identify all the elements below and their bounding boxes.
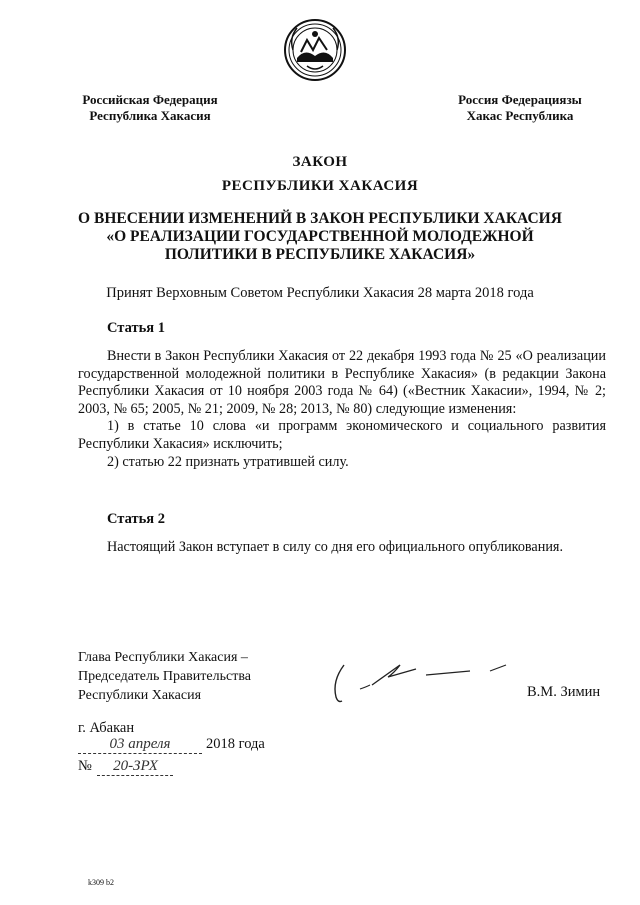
header-khakas	[440, 92, 600, 124]
number-sign: №	[78, 758, 92, 774]
law-title-line: ПОЛИТИКИ В РЕСПУБЛИКЕ ХАКАСИЯ»	[164, 246, 476, 263]
header-right-line: Хакас Республика	[466, 108, 574, 123]
article-1-body	[78, 348, 606, 471]
article-2-heading: Статья 2	[107, 511, 165, 527]
place-of-signing: г. Абакан	[78, 720, 135, 736]
law-heading-line: РЕСПУБЛИКИ ХАКАСИЯ	[221, 178, 419, 194]
date-year: 2018 года	[206, 736, 265, 752]
signatory-name: В.М. Зимин	[527, 684, 601, 700]
law-number	[78, 758, 173, 776]
footer-code: k309 b2	[88, 878, 114, 887]
article-paragraph: 2) статью 22 признать утратившей силу.	[107, 453, 349, 470]
header-left-line: Российская Федерация	[82, 92, 218, 107]
handwritten-date: 03 апреля	[78, 736, 202, 754]
header-right-line: Россия Федерациязы	[458, 92, 582, 107]
article-2-body: Настоящий Закон вступает в силу со дня его официального опубликования.	[107, 539, 563, 555]
handwritten-signature	[330, 655, 515, 707]
law-title-line: «О РЕАЛИЗАЦИИ ГОСУДАРСТВЕННОЙ МОЛОДЕЖНОЙ	[106, 228, 534, 245]
law-heading-line: ЗАКОН	[292, 154, 348, 170]
law-title-line: О ВНЕСЕНИИ ИЗМЕНЕНИЙ В ЗАКОН РЕСПУБЛИКИ ХАКАСИЯ	[78, 210, 562, 227]
signatory-position-line: Глава Республики Хакасия –	[78, 650, 248, 665]
header-left-line: Республика Хакасия	[89, 108, 211, 123]
header-russian-federation	[70, 92, 230, 124]
handwritten-number: 20-ЗРХ	[97, 758, 173, 776]
article-paragraph: Внести в Закон Республики Хакасия от 22 декабря 1993 года № 25 «О реализации государственной молодежной политики в Республике Хакасия» (в редакции Закона Республики Хакасия от 10 ноября 2003 года № 64) («Вестник Хакасии», 1994, № 2; 2003, № 65; 2005, № 21; 2009, № 28; 2013, № 80) следующие изменения:	[78, 348, 606, 417]
coat-of-arms-emblem	[283, 18, 347, 82]
signatory-position	[78, 648, 251, 705]
article-1-heading: Статья 1	[107, 320, 165, 336]
adoption-note: Принят Верховным Советом Республики Хакасия 28 марта 2018 года	[106, 285, 534, 301]
article-paragraph: 1) в статье 10 слова «и программ экономического и социального развития Республики Хакасия» исключить;	[78, 418, 606, 452]
signatory-position-line: Председатель Правительства	[78, 669, 251, 684]
signatory-position-line: Республики Хакасия	[78, 688, 202, 703]
law-heading	[0, 150, 640, 198]
signing-date	[78, 736, 265, 758]
law-title	[0, 210, 640, 264]
